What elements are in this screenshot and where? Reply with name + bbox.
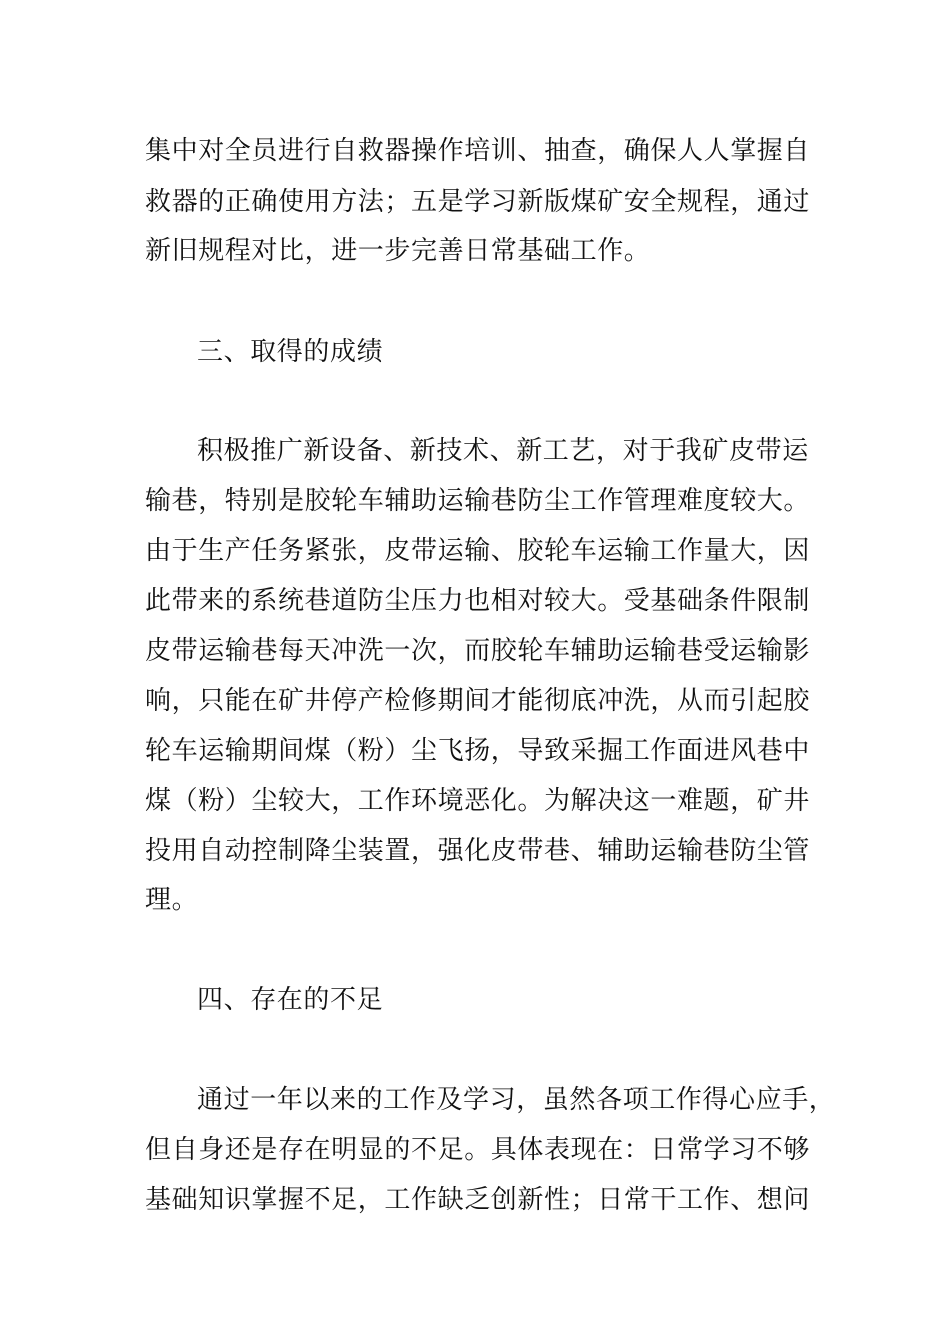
section-heading-3: 三、取得的成绩 bbox=[197, 337, 384, 367]
paragraph-2-line-4: 此带来的系统巷道防尘压力也相对较大。受基础条件限制 bbox=[145, 586, 811, 616]
paragraph-3-line-1: 通过一年以来的工作及学习，虽然各项工作得心应手， bbox=[197, 1085, 836, 1115]
paragraph-2-line-5: 皮带运输巷每天冲洗一次，而胶轮车辅助运输巷受运输影 bbox=[145, 636, 811, 666]
paragraph-2-line-3: 由于生产任务紧张，皮带运输、胶轮车运输工作量大，因 bbox=[145, 536, 811, 566]
paragraph-2-line-1: 积极推广新设备、新技术、新工艺，对于我矿皮带运 bbox=[197, 436, 809, 466]
paragraph-2-line-8: 煤（粉）尘较大，工作环境恶化。为解决这一难题，矿井 bbox=[145, 786, 811, 816]
paragraph-3-line-3: 基础知识掌握不足，工作缺乏创新性；日常干工作、想问 bbox=[145, 1185, 811, 1215]
paragraph-2-line-2: 输巷，特别是胶轮车辅助运输巷防尘工作管理难度较大。 bbox=[145, 486, 811, 516]
paragraph-1-line-3: 新旧规程对比，进一步完善日常基础工作。 bbox=[145, 236, 651, 266]
paragraph-1-line-1: 集中对全员进行自救器操作培训、抽查，确保人人掌握自 bbox=[145, 136, 811, 166]
paragraph-1-line-2: 救器的正确使用方法；五是学习新版煤矿安全规程，通过 bbox=[145, 187, 811, 217]
paragraph-2-line-7: 轮车运输期间煤（粉）尘飞扬，导致采掘工作面进风巷中 bbox=[145, 736, 811, 766]
section-heading-4: 四、存在的不足 bbox=[197, 985, 384, 1015]
paragraph-3-line-2: 但自身还是存在明显的不足。具体表现在：日常学习不够 bbox=[145, 1135, 811, 1165]
paragraph-2-line-10: 理。 bbox=[145, 885, 199, 915]
paragraph-2-line-9: 投用自动控制降尘装置，强化皮带巷、辅助运输巷防尘管 bbox=[145, 836, 811, 866]
paragraph-2-line-6: 响，只能在矿井停产检修期间才能彻底冲洗，从而引起胶 bbox=[145, 686, 811, 716]
